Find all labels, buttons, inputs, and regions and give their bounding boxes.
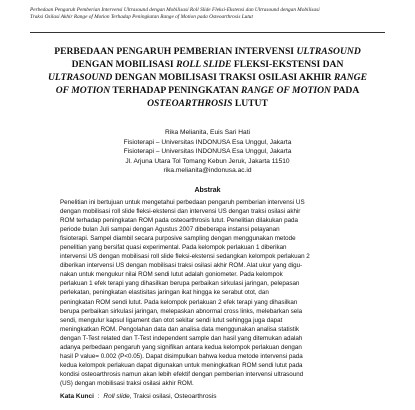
- author-affiliation-1: Fisioterapi – Universitas INDONUSA Esa Unggul, Jakarta: [123, 138, 292, 146]
- title-text-italic: RANGE: [333, 72, 367, 83]
- abstract-line: adanya perbedaan pengaruh yang signifikan antara kedua kelompok perlakuan dengan: [60, 343, 302, 351]
- abstract-line: kondisi osteoarthrosis namun akan lebih efektif dengan pemberian intervensi ultrasound: [60, 370, 304, 378]
- title-text-italic: RANGE OF MOTION: [241, 85, 331, 96]
- author-address: Jl. Arjuna Utara Tol Tomang Kebun Jeruk, Jakarta 11510: [125, 157, 290, 165]
- abstract-line: nakan untuk mengukur nilai ROM sendi lutut adalah goniometer. Pada kelompok: [60, 271, 283, 279]
- title-text-italic: OSTEOARTHROSIS: [147, 98, 233, 109]
- abstract-line: meningkatkan ROM. Pengolahan data dan analisa data menggunakan analisa statistik: [60, 325, 300, 333]
- keywords-label: Kata Kunci: [60, 393, 94, 400]
- title-text: FLEKSI-EKSTENSI DAN: [231, 59, 344, 70]
- keyword-delimiter: ,: [129, 393, 132, 400]
- abstract-line: kedua kelompok perlakuan dapat digunakan untuk meningkatkan ROM sendi lutut pada: [60, 361, 303, 369]
- abstract-line: berupa perbaikan sirkulasi jaringan, melepaskan abnormal cross links, melebarkan sela: [60, 307, 303, 315]
- abstract-line: periode bulan Juli sampai dengan Agustus 2007 dibeberapa instansi pelayanan: [60, 226, 280, 234]
- title-text: DENGAN MOBILISASI: [71, 59, 177, 70]
- header-rule: [30, 32, 385, 33]
- title-text: DENGAN MOBILISASI TRAKSI OSILASI AKHIR: [112, 72, 334, 83]
- abstract-line: peningkatan ROM sendi lutut. Pada kelompok perlakuan 2 efek terapi yang dihasilkan: [60, 298, 298, 306]
- author-block: [60, 128, 355, 176]
- title-line-1: [26, 45, 389, 58]
- running-header-line2: Traksi Osilasi Akhir Range of Motion Terhadap Peningkatan Range of Motion pada Osteoarthrosis Lutut: [30, 14, 253, 20]
- title-text-italic: ULTRASOUND: [296, 46, 361, 57]
- title-line-4: [26, 84, 389, 97]
- keyword-item: Traksi osilasi: [133, 393, 171, 400]
- abstract-heading: Abstrak: [194, 187, 221, 194]
- keywords: [60, 393, 360, 400]
- abstract-line: ROM terhadap peningkatan ROM pada osteoarthrosis lutut. Penelitian dilakukan pada: [60, 217, 298, 225]
- title-text: LUTUT: [232, 98, 268, 109]
- keyword-item: Osteoarthrosis: [174, 393, 217, 400]
- keyword-delimiter: ,: [170, 393, 173, 400]
- title-text-italic: ULTRASOUND: [48, 72, 113, 83]
- running-header: [30, 7, 385, 21]
- abstract-line: intervensi US dengan mobilisasi roll slide fleksi-ekstensi sedangkan kelompok perlakuan 2: [60, 253, 310, 261]
- abstract-line: (US) dengan mobilisasi traksi osilasi akhir ROM.: [60, 379, 194, 387]
- abstract-line: fisioterapi. Sampel diambil secara purposive sampling dengan menggunakan metode: [60, 235, 296, 243]
- title-text: PERBEDAAN PENGARUH PEMBERIAN INTERVENSI: [54, 46, 297, 57]
- author-names: Rika Melianita, Euis Sari Hati: [164, 129, 251, 136]
- abstract-line: sendi, mengulur kapsul ligament dan otot sekitar sendi lutut sehingga juga dapat: [60, 316, 283, 324]
- abstract-line: dengan T-Test related dan T-Test independent sample dan hasil yang ditemukan adalah: [60, 334, 303, 342]
- keywords-separator: :: [97, 393, 100, 400]
- abstract-line: penelitian yang bersifat quasi experimental. Pada kelompok perlakuan 1 diberikan: [60, 244, 287, 252]
- title-text: TERHADAP PENINGKATAN: [110, 85, 242, 96]
- title-text: PADA: [330, 85, 360, 96]
- title-text-italic: OF MOTION: [55, 85, 111, 96]
- abstract-line: perlekatan, peningkatan elastisitas jaringan ikat hingga ke serabut otot, dan: [60, 289, 269, 297]
- paper-title: [26, 45, 389, 110]
- abstract-line: perlakuan 1 efek terapi yang dihasilkan berupa perbaikan sirkulasi jaringan, pelepasan: [60, 280, 300, 288]
- title-line-2: [26, 58, 389, 71]
- keyword-item: Roll slide: [103, 393, 130, 400]
- running-header-line1: Perbedaan Pengaruh Pemberian Intervensi Ultrasound dengan Mobilisasi Roll Slide Fleksi-Ekstensi dan Ultrasound dengan Mobilisasi: [30, 7, 320, 13]
- abstract-line: dengan mobilisasi roll slide fleksi-ekstensi dan intervensi US dengan traksi osilasi akhir: [60, 208, 301, 216]
- abstract-line: hasil P value= 0.002 (P<0.05). Dapat disimpulkan bahwa kedua metode intervensi pada: [60, 352, 303, 360]
- author-email[interactable]: rika.melianita@indonusa.ac.id: [163, 167, 252, 175]
- abstract-line: Penelitian ini bertujuan untuk mengetahui perbedaan pengaruh pemberian intervensi US: [60, 199, 305, 206]
- title-text-italic: ROLL SLIDE: [176, 59, 232, 70]
- abstract-line: diberikan intervensi US dengan mobilisasi traksi osilasi akhir ROM. Alat ukur yang digu-: [60, 262, 303, 270]
- author-affiliation-2: Fisioterapi – Universitas INDONUSA Esa Unggul, Jakarta: [123, 148, 292, 156]
- abstract-body: [60, 198, 360, 388]
- title-line-3: [26, 71, 389, 84]
- title-line-5: [26, 97, 389, 110]
